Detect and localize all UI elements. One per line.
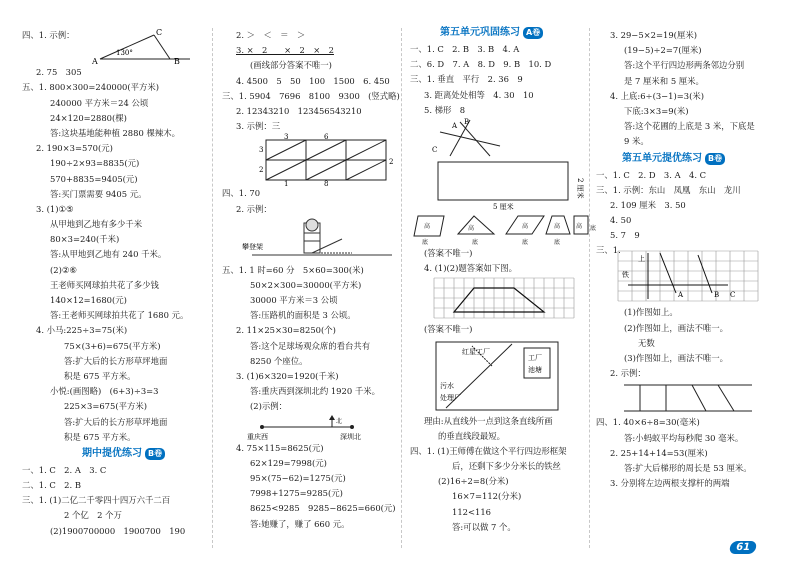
answer-line: 95×(75−62)=1275(元) — [250, 472, 346, 483]
answer-column-4 — [596, 28, 786, 491]
section-title — [410, 24, 598, 42]
section-badge: B卷 — [705, 153, 725, 165]
answer-line: (2)示例： — [250, 401, 287, 412]
answer-line: 五、1. 800×300=240000(平方米) — [22, 82, 160, 93]
angle-label: 130° — [116, 49, 133, 58]
answer-line: 4. 75×115=8625(元) — [236, 442, 324, 453]
base-label: 底 — [522, 238, 529, 246]
answer-line: 答:扩大后的长方形草坪地面 — [64, 355, 168, 366]
answer-line: (3)作图如上，画法不唯一。 — [624, 353, 728, 363]
answer-line: 4. 50 — [610, 215, 632, 226]
answer-line: 答:这个花圃的上底是 3 米，下底是 — [624, 121, 755, 132]
grid-digit: 6 — [324, 133, 329, 142]
answer-line: 答:王老师买网球拍共花了 1680 元。 — [50, 310, 189, 321]
answer-line: 240000 平方米＝24 公顷 — [50, 97, 149, 108]
height-label: 高 — [424, 222, 431, 230]
answer-line: 50×2×300=30000(平方米) — [250, 279, 362, 290]
grid-trapezoid-figure — [434, 276, 574, 322]
section-title-text: 期中提优练习 — [82, 447, 142, 459]
answer-line: 一、1. C 2. B 3. B 4. A — [410, 44, 520, 54]
answer-line: 三、1. 垂直 平行 2. 36 9 — [410, 74, 523, 85]
answer-line: 2. 11×25×30=8250(个) — [236, 325, 336, 336]
fig-point-a: A — [452, 121, 458, 130]
answer-line: 4. 上底:6÷(3−1)=3(米) — [610, 90, 705, 101]
rect-height-label: 2 厘米 — [576, 177, 584, 199]
answer-line: 答:买门票需要 9405 元。 — [50, 188, 147, 199]
grid-point-label: B — [714, 291, 720, 300]
north-label: 北 — [336, 417, 343, 425]
section-title-text: 第五单元巩固练习 — [440, 27, 520, 38]
height-label: 高 — [468, 224, 475, 232]
answer-line: 2. 25+14+14=53(厘米) — [610, 447, 708, 458]
answer-line: (1)作图如上。 — [624, 307, 678, 318]
factory-label: 红星工厂 — [462, 347, 490, 356]
answer-line: 积是 675 平方米。 — [64, 370, 136, 381]
answer-line: (画线部分答案不唯一) — [250, 60, 332, 71]
answer-line: 下底:3×3=9(米) — [624, 105, 689, 116]
grid-point-label: C — [730, 291, 736, 300]
answer-line: 王老师买网球拍共花了多少钱 — [50, 279, 159, 290]
answer-line: 答:从甲地到乙地有 240 千米。 — [50, 249, 167, 260]
answer-line: 2. 示例： — [610, 368, 646, 379]
answer-line: 3. (1)6×320=1920(千米) — [236, 371, 339, 381]
answer-line: 三、1. 示例：东山 凤凰 东山 龙川 — [596, 184, 741, 195]
base-label: 底 — [590, 224, 597, 232]
answer-line: 225×3=675(平方米) — [64, 401, 147, 412]
answer-line: 8250 个座位。 — [250, 355, 308, 366]
answer-line: 3. 29−5×2=19(厘米) — [610, 30, 697, 40]
factory-map-figure — [432, 338, 562, 414]
answer-line: 答:小蚂蚁平均每秒爬 30 毫米。 — [624, 432, 744, 443]
answer-line: 答:她赚了，赚了 660 元。 — [250, 518, 350, 529]
section-title — [22, 445, 202, 463]
answer-line: (2)16÷2=8(分米) — [438, 476, 509, 487]
rectangle-figure — [418, 158, 598, 210]
answer-line: 从甲地到乙地有多少千米 — [50, 219, 143, 230]
answer-line: (2)1900700000 1900700 190 — [50, 525, 186, 536]
answer-line: 四、1. 示例： — [22, 30, 75, 40]
answer-line: 三、1. (1)二亿二千零四十四万六千二百 — [22, 495, 171, 506]
height-label: 高 — [522, 222, 529, 230]
point-b-label: B — [174, 57, 180, 67]
answer-line: 四、1. (1)王师傅在做这个平行四边形框架 — [410, 445, 567, 456]
fig-point-b: B — [464, 117, 470, 126]
height-label: 高 — [554, 222, 561, 230]
answer-line: 答:这个足球场观众席的看台共有 — [250, 340, 371, 351]
answer-line: 答:压路机的面积是 3 公顷。 — [250, 310, 356, 321]
section-badge: B卷 — [145, 448, 165, 460]
answer-line: 一、1. C 2. A 3. C — [22, 464, 107, 475]
route-map-figure — [232, 415, 392, 441]
answer-line: 三、1. — [596, 245, 621, 256]
multiplication-grid-figure — [256, 133, 396, 189]
answer-line: 190÷2×93=8835(元) — [50, 158, 140, 169]
answer-line: 3. (1)①⑤ — [36, 203, 74, 214]
answer-line: 2. 示例： — [236, 203, 272, 214]
answer-line: 2. 75 305 — [36, 67, 82, 78]
grid-point-label: 铁 — [622, 271, 629, 280]
grid-digit: 2 — [389, 158, 394, 167]
answer-line: 二、1. C 2. B — [22, 480, 81, 491]
answer-line: 积是 675 平方米。 — [64, 431, 136, 442]
pond-label: 池塘 — [528, 365, 542, 374]
answer-line: 570+8835=9405(元) — [50, 173, 138, 184]
answer-line: 75×(3+6)=675(平方米) — [64, 340, 161, 351]
answer-line: 理由:从直线外一点到这条直线所画 — [424, 415, 553, 426]
section-badge: A卷 — [523, 27, 543, 39]
point-a-label: A — [92, 57, 98, 67]
answer-line: (答案不唯一) — [424, 247, 473, 258]
answer-column-3 — [410, 24, 598, 535]
answer-line: 3. 分别将左边两根支撑杆的两端 — [610, 478, 730, 489]
answer-line: 7998+1275=9285(元) — [250, 488, 343, 499]
answer-line: 3. 距离处处相等 4. 30 10 — [424, 89, 534, 100]
answer-line: 五、1. 1 时=60 分 5×60=300(米) — [222, 264, 364, 275]
answer-line: (19−5)÷2=7(厘米) — [624, 45, 702, 56]
answer-line: 140×12=1680(元) — [50, 295, 127, 305]
climbing-frame-label: 攀登架 — [242, 242, 263, 251]
answer-line: 答:扩大后梯形的周长是 53 厘米。 — [624, 462, 752, 473]
parallel-lines-grid-figure — [618, 249, 758, 305]
grid-digit: 3 — [284, 133, 289, 142]
answer-line: 四、1. 70 — [222, 188, 261, 199]
answer-line: 4. 小马:225÷3=75(米) — [36, 325, 128, 336]
answer-column-2 — [222, 28, 402, 532]
answer-line: 2. 12343210 123456543210 — [236, 105, 362, 116]
base-label: 底 — [422, 238, 429, 246]
intersecting-lines-figure — [430, 118, 510, 158]
answer-line: 答:扩大后的长方形草坪地面 — [64, 416, 168, 427]
answer-line: 80×3=240(千米) — [50, 234, 120, 245]
grid-digit: 8 — [324, 180, 329, 189]
answer-line: 2. ＞ ＜ ＝ ＞ — [236, 30, 306, 40]
answer-line: 答:可以做 7 个。 — [452, 521, 516, 532]
route-start-label: 重庆西 — [247, 432, 268, 441]
section-title-text: 第五单元提优练习 — [622, 152, 702, 164]
answer-line: 一、1. C 2. D 3. A 4. C — [596, 169, 707, 180]
answer-line: 3. 示例：三 — [236, 121, 281, 132]
answer-line: (2)②⑥ — [50, 264, 77, 275]
grid-digit: 3 — [259, 146, 264, 155]
route-end-label: 深圳北 — [340, 432, 361, 441]
answer-line: 答:这个平行四边形两条邻边分别 — [624, 60, 745, 71]
point-c-label: C — [156, 28, 163, 38]
answer-line: 8625<9285 9285−8625=660(元) — [250, 503, 396, 514]
trapezoid-division-figure — [622, 381, 762, 415]
answer-line: (2)作图如上，画法不唯一。 — [624, 322, 728, 333]
climbing-frame-figure — [242, 217, 392, 263]
angle-figure — [80, 29, 200, 65]
answer-line: (答案不唯一) — [424, 324, 473, 335]
answer-line: 三、1. 5904 7696 8100 9300 (竖式略) — [222, 90, 400, 101]
answer-line: 答:重庆西到深圳北约 1920 千米。 — [250, 386, 380, 397]
grid-point-label: 上 — [638, 255, 645, 264]
sewage-label: 污水 — [440, 381, 454, 390]
answer-line: 62×129=7998(元) — [250, 457, 327, 468]
answer-line: 2 个亿 2 个万 — [64, 510, 122, 521]
section-title — [596, 150, 786, 168]
sewage-label: 处理厂 — [440, 393, 461, 402]
fig-point-c: C — [432, 145, 438, 154]
column-divider — [212, 28, 213, 548]
answer-line: 的垂直线段最短。 — [438, 430, 505, 441]
answer-line: 16×7=112(分米) — [452, 491, 522, 502]
base-label: 底 — [472, 238, 479, 246]
rect-width-label: 5 厘米 — [493, 202, 514, 211]
answer-line: 后，还剩下多少分米长的铁丝 — [452, 461, 561, 472]
height-drawings-figure — [414, 210, 597, 246]
answer-line: 二、6. D 7. A 8. D 9. B 10. D — [410, 59, 552, 70]
answer-line: 是 7 厘米和 5 厘米。 — [624, 75, 704, 86]
answer-line: 3. × 2 × 2 × 2 — [236, 45, 334, 56]
factory-label: 工厂 — [528, 353, 542, 362]
base-label: 底 — [554, 238, 561, 246]
answer-line: 2. 190×3=570(元) — [36, 143, 113, 154]
answer-line: 5. 7 9 — [610, 230, 640, 241]
grid-digit: 2 — [259, 166, 264, 175]
answer-line: 2. 109 厘米 3. 50 — [610, 199, 686, 210]
grid-point-label: A — [678, 291, 684, 300]
answer-line: 小悦:(画图略) (6+3)÷3=3 — [50, 386, 159, 397]
answer-column-1 — [22, 28, 202, 539]
answer-line: 答:这块基地能种植 2880 棵辣木。 — [50, 127, 180, 138]
answer-line: 9 米。 — [624, 136, 649, 147]
answer-line: 112<116 — [452, 506, 491, 517]
answer-line: 30000 平方米＝3 公顷 — [250, 295, 338, 306]
answer-line: 4. 4500 5 50 100 1500 6. 450 — [236, 75, 390, 86]
answer-line: 24×120=2880(棵) — [50, 112, 127, 123]
answer-line: 4. (1)(2)题答案如下图。 — [424, 263, 518, 274]
answer-line: 无数 — [638, 337, 655, 348]
answer-line: 四、1. 40×6÷8=30(毫米) — [596, 417, 700, 428]
height-label: 高 — [576, 222, 583, 230]
answer-line: 5. 梯形 8 — [424, 104, 466, 115]
grid-digit: 1 — [284, 180, 289, 189]
page-number: 61 — [729, 541, 758, 554]
